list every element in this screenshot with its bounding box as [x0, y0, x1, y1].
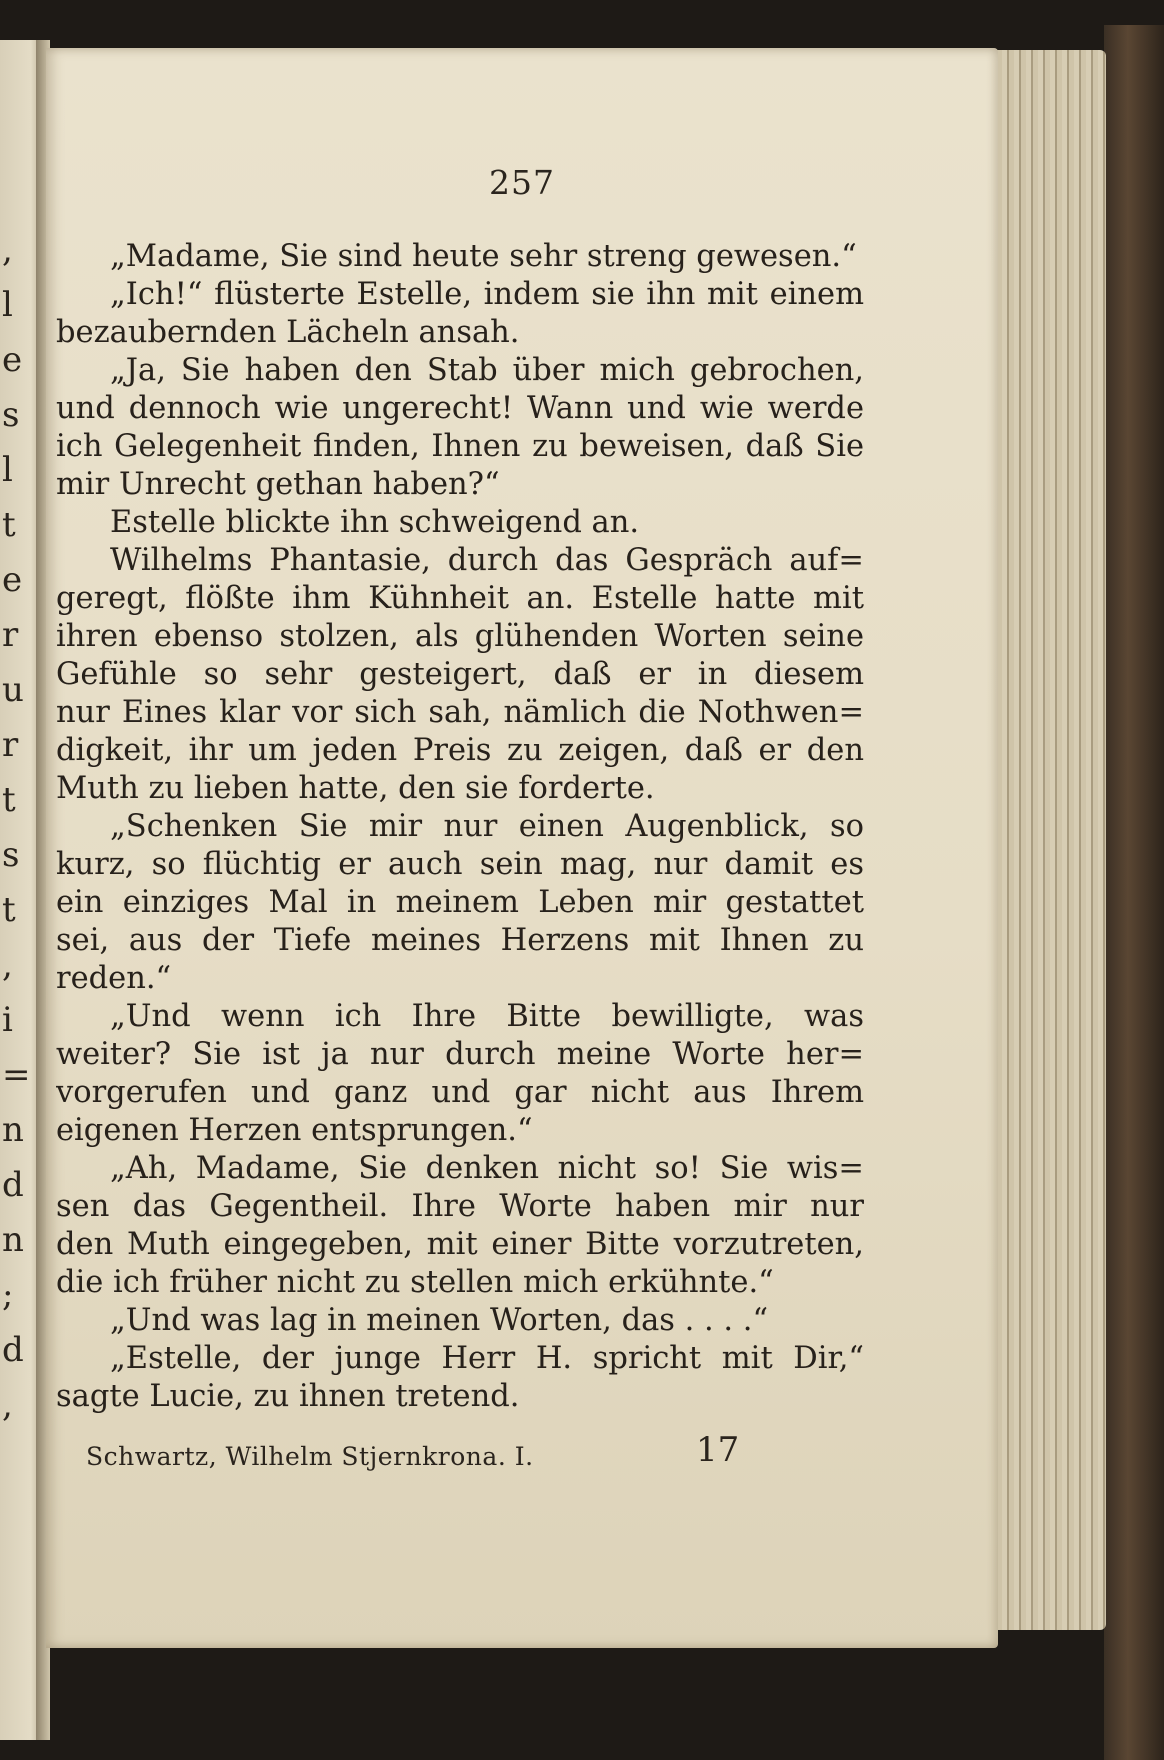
page-body	[56, 238, 864, 1416]
left-page-glyph: ,	[2, 1385, 13, 1425]
left-page-glyph: s	[2, 835, 20, 875]
text-line: digkeit, ihr um jeden Preis zu zeigen, daß er den	[56, 733, 864, 768]
text-line: „Und was lag in meinen Worten, das . . . .“	[110, 1303, 769, 1338]
text-line: reden.“	[56, 961, 172, 996]
text-line: sei, aus der Tiefe meines Herzens mit Ihnen zu	[56, 923, 864, 958]
left-page-glyph: t	[2, 890, 16, 930]
left-page-glyph: u	[2, 670, 24, 710]
sheet-number: 17	[696, 1430, 740, 1470]
text-line: die ich früher nicht zu stellen mich erkühnte.“	[56, 1265, 774, 1300]
page-footer	[86, 1430, 866, 1480]
left-page-glyph: t	[2, 505, 16, 545]
text-line: „Madame, Sie sind heute sehr streng gewesen.“	[110, 239, 857, 274]
left-page-glyph: d	[2, 1165, 24, 1205]
text-line: Muth zu lieben hatte, den sie forderte.	[56, 771, 655, 806]
left-page-glyph: r	[2, 725, 19, 765]
book-cover-edge	[1104, 25, 1164, 1760]
left-page-glyph: r	[2, 615, 19, 655]
left-page-glyph: l	[2, 450, 13, 490]
left-page-glyph: e	[2, 340, 23, 380]
text-line: „Schenken Sie mir nur einen Augenblick, so	[110, 809, 864, 844]
book-page	[46, 48, 998, 1648]
text-line: den Muth eingegeben, mit einer Bitte vorzutreten,	[56, 1227, 864, 1262]
page-edges	[990, 50, 1106, 1630]
left-page-glyph: ,	[2, 945, 13, 985]
text-line: mir Unrecht gethan haben?“	[56, 467, 500, 502]
text-line: geregt, flößte ihm Kühnheit an. Estelle hatte mit	[56, 581, 864, 616]
left-page-glyph: s	[2, 395, 20, 435]
left-page-glyph: i	[2, 1000, 13, 1040]
left-page-glyph: d	[2, 1330, 24, 1370]
printer-signature: Schwartz, Wilhelm Stjernkrona. I.	[86, 1442, 534, 1471]
text-line: nur Eines klar vor sich sah, nämlich die Nothwen=	[56, 695, 864, 730]
page-number: 257	[489, 163, 555, 202]
left-page-glyph: l	[2, 285, 13, 325]
left-page-glyph: e	[2, 560, 23, 600]
text-line: Estelle blickte ihn schweigend an.	[110, 505, 640, 540]
left-page-glyph: n	[2, 1110, 24, 1150]
text-line: weiter? Sie ist ja nur durch meine Worte her=	[56, 1037, 864, 1072]
left-page-glyph: ;	[2, 1275, 14, 1315]
left-page-glyph: t	[2, 780, 16, 820]
text-line: sen das Gegentheil. Ihre Worte haben mir nur	[56, 1189, 864, 1224]
left-page-glyph: =	[2, 1055, 31, 1095]
text-line: ihren ebenso stolzen, als glühenden Worten seine	[56, 619, 864, 654]
text-line: sagte Lucie, zu ihnen tretend.	[56, 1379, 520, 1414]
text-line: bezaubernden Lächeln ansah.	[56, 315, 520, 350]
text-line: „Estelle, der junge Herr H. spricht mit Dir,“	[110, 1341, 864, 1376]
text-line: „Und wenn ich Ihre Bitte bewilligte, was	[110, 999, 864, 1034]
text-line: Gefühle so sehr gesteigert, daß er in diesem	[56, 657, 864, 692]
text-line: ein einziges Mal in meinem Leben mir gestattet	[56, 885, 864, 920]
text-line: Wilhelms Phantasie, durch das Gespräch auf=	[110, 543, 864, 578]
text-line: „Ah, Madame, Sie denken nicht so! Sie wis=	[110, 1151, 864, 1186]
text-line: kurz, so flüchtig er auch sein mag, nur damit es	[56, 847, 864, 882]
text-line: „Ja, Sie haben den Stab über mich gebrochen,	[110, 353, 864, 388]
text-line: ich Gelegenheit finden, Ihnen zu beweisen, daß Sie	[56, 429, 864, 464]
text-line: und dennoch wie ungerecht! Wann und wie werde	[56, 391, 864, 426]
text-line: eigenen Herzen entsprungen.“	[56, 1113, 533, 1148]
text-line: „Ich!“ flüsterte Estelle, indem sie ihn mit einem	[110, 277, 864, 312]
text-line: vorgerufen und ganz und gar nicht aus Ihrem	[56, 1075, 864, 1110]
left-page-glyph: n	[2, 1220, 24, 1260]
left-page-glyph: ,	[2, 230, 13, 270]
